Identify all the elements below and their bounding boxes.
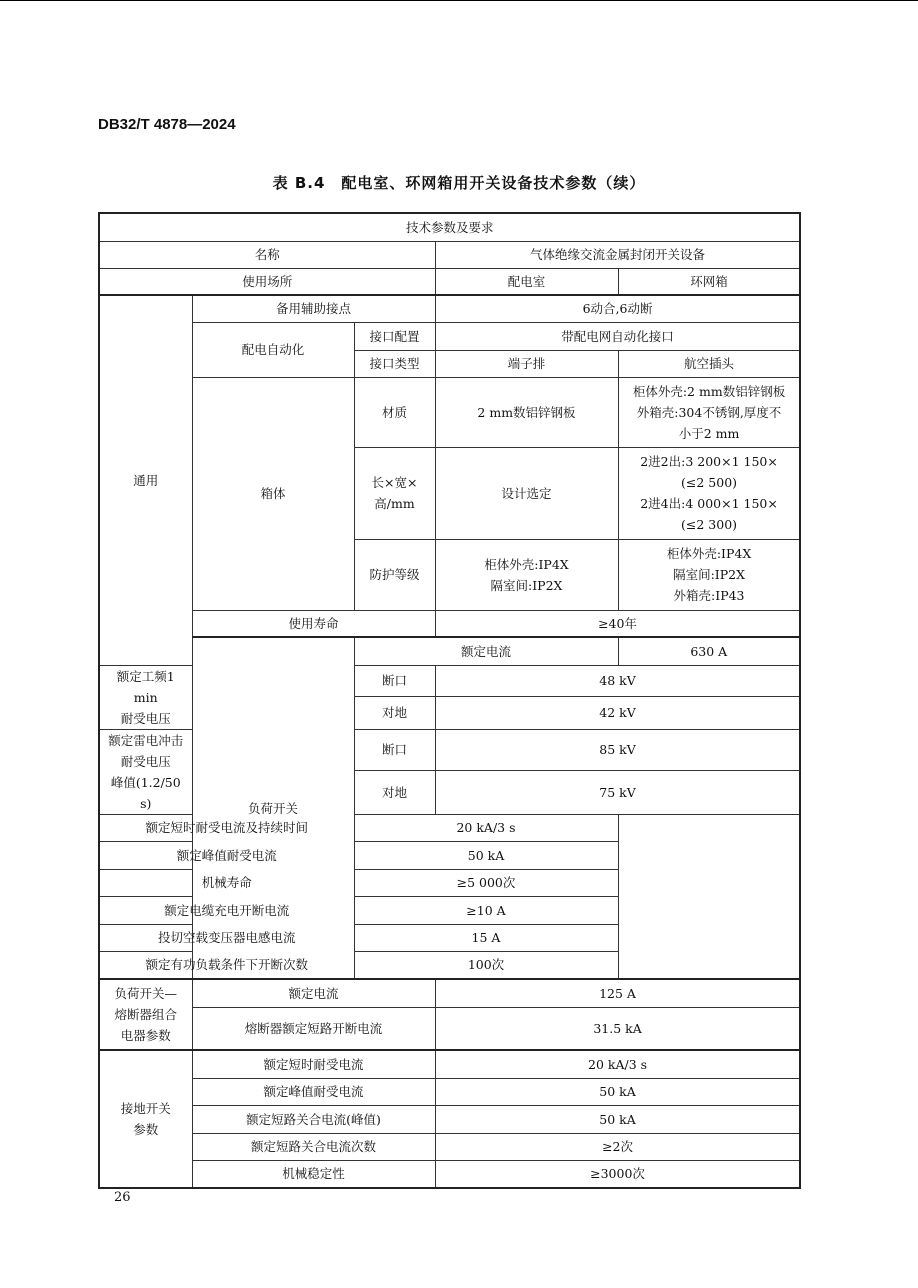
header-params: 技术参数及要求	[99, 213, 800, 241]
material-label: 材质	[354, 377, 435, 447]
dimension-label	[354, 447, 435, 539]
es-mech-stability-value: ≥3000次	[435, 1160, 800, 1188]
service-life-label: 使用寿命	[192, 610, 435, 637]
dimension-room: 设计选定	[435, 447, 618, 539]
power-freq-break-value: 48 kV	[435, 665, 800, 696]
ip-rating-ringbox	[618, 539, 800, 610]
lightning-impulse-label	[99, 729, 192, 814]
power-freq-ground-value: 42 kV	[435, 696, 800, 729]
power-freq-label	[99, 665, 192, 729]
es-short-time-label: 额定短时耐受电流	[192, 1050, 435, 1078]
ip-rating-room-line2: 隔室间:IP2X	[490, 577, 563, 593]
material-room: 2 mm数铝锌钢板	[435, 377, 618, 447]
lightning-impulse-label-line2: 峰值(1.2/50 s)	[110, 774, 181, 811]
service-life-value: ≥40年	[435, 610, 800, 637]
dimension-label-line1: 长×宽×	[371, 475, 418, 490]
standard-code: DB32/T 4878—2024	[98, 116, 236, 133]
active-load-breaks-label: 额定有功负载条件下开断次数	[99, 951, 354, 979]
ip-rating-room	[435, 539, 618, 610]
dimension-ringbox-line1: 2进2出:3 200×1 150×	[640, 454, 778, 469]
peak-withstand-value: 50 kA	[354, 841, 618, 869]
es-short-time-value: 20 kA/3 s	[435, 1050, 800, 1078]
enclosure-label: 箱体	[192, 377, 354, 610]
short-time-label: 额定短时耐受电流及持续时间	[99, 814, 354, 841]
fc-rated-current-label: 额定电流	[192, 979, 435, 1007]
power-freq-label-line1: 额定工频1 min	[116, 668, 175, 705]
dimension-ringbox	[618, 447, 800, 539]
table-title: 表 B.4 配电室、环网箱用开关设备技术参数（续）	[272, 174, 646, 192]
group-earthing-switch	[99, 1050, 192, 1188]
es-making-value: 50 kA	[435, 1105, 800, 1133]
dimension-ringbox-line3: 2进4出:4 000×1 150×	[640, 496, 778, 511]
dimension-ringbox-line2: (≤2 500)	[681, 475, 738, 490]
group-load-switch: 负荷开关	[192, 637, 354, 979]
es-peak-label: 额定峰值耐受电流	[192, 1078, 435, 1105]
spec-table	[98, 212, 801, 1189]
interface-type-ringbox: 航空插头	[618, 350, 800, 377]
group-fuse-combination-line3: 电器参数	[120, 1028, 171, 1043]
group-fuse-combination-line1: 负荷开关—	[114, 986, 177, 1001]
lightning-ground-label: 对地	[354, 771, 435, 814]
transformer-inductive-value: 15 A	[354, 924, 618, 951]
es-making-count-value: ≥2次	[435, 1133, 800, 1160]
lightning-ground-value: 75 kV	[435, 771, 800, 814]
material-ringbox	[618, 377, 800, 447]
cable-charging-label: 额定电缆充电开断电流	[99, 896, 354, 924]
group-earthing-switch-line1: 接地开关	[120, 1101, 171, 1116]
interface-config-label: 接口配置	[354, 322, 435, 350]
power-freq-label-line2: 耐受电压	[120, 710, 171, 726]
ip-rating-ringbox-line2: 隔室间:IP2X	[673, 567, 745, 582]
ls-rated-current-label: 额定电流	[354, 637, 618, 665]
header-name: 名称	[99, 241, 435, 268]
header-name-value: 气体绝缘交流金属封闭开关设备	[435, 241, 800, 268]
dimension-label-line2: 高/mm	[374, 496, 415, 511]
active-load-breaks-value: 100次	[354, 951, 618, 979]
mechanical-life-value: ≥5 000次	[354, 869, 618, 896]
dimension-ringbox-line4: (≤2 300)	[681, 517, 738, 532]
header-site-room: 配电室	[435, 268, 618, 295]
peak-withstand-label: 额定峰值耐受电流	[99, 841, 354, 869]
fuse-breaking-label: 熔断器额定短路开断电流	[192, 1007, 435, 1050]
fc-rated-current-value: 125 A	[435, 979, 800, 1007]
material-ringbox-line2: 外箱壳:304不锈钢,厚度不	[636, 404, 782, 420]
aux-contacts-value: 6动合,6动断	[435, 295, 800, 322]
es-mech-stability-label: 机械稳定性	[192, 1160, 435, 1188]
group-fuse-combination	[99, 979, 192, 1050]
power-freq-break-label: 断口	[354, 665, 435, 696]
interface-type-label: 接口类型	[354, 350, 435, 377]
power-freq-ground-label: 对地	[354, 696, 435, 729]
ls-rated-current-value: 630 A	[618, 637, 800, 665]
cable-charging-value: ≥10 A	[354, 896, 618, 924]
top-rule	[0, 0, 918, 1]
interface-config-value: 带配电网自动化接口	[435, 322, 800, 350]
es-making-count-label: 额定短路关合电流次数	[192, 1133, 435, 1160]
es-peak-value: 50 kA	[435, 1078, 800, 1105]
header-site-ringbox: 环网箱	[618, 268, 800, 295]
group-fuse-combination-line2: 熔断器组合	[114, 1007, 177, 1022]
lightning-break-label: 断口	[354, 729, 435, 771]
mechanical-life-label: 机械寿命	[99, 869, 354, 896]
short-time-value: 20 kA/3 s	[354, 814, 618, 841]
lightning-impulse-label-line1: 额定雷电冲击耐受电压	[108, 732, 184, 769]
lightning-break-value: 85 kV	[435, 729, 800, 771]
fuse-breaking-value: 31.5 kA	[435, 1007, 800, 1050]
aux-contacts-label: 备用辅助接点	[192, 295, 435, 322]
header-site: 使用场所	[99, 268, 435, 295]
material-ringbox-line1: 柜体外壳:2 mm数铝锌钢板	[632, 383, 786, 399]
ip-rating-ringbox-line3: 外箱壳:IP43	[673, 588, 745, 603]
group-earthing-switch-line2: 参数	[133, 1122, 159, 1137]
es-making-label: 额定短路关合电流(峰值)	[192, 1105, 435, 1133]
interface-type-room: 端子排	[435, 350, 618, 377]
page-number: 26	[114, 1190, 131, 1205]
transformer-inductive-label: 投切空载变压器电感电流	[99, 924, 354, 951]
ip-rating-ringbox-line1: 柜体外壳:IP4X	[666, 546, 752, 561]
ip-rating-room-line1: 柜体外壳:IP4X	[484, 556, 569, 572]
group-general: 通用	[99, 295, 192, 665]
automation-label: 配电自动化	[192, 322, 354, 377]
ip-rating-label: 防护等级	[354, 539, 435, 610]
material-ringbox-line3: 小于2 mm	[678, 425, 740, 441]
